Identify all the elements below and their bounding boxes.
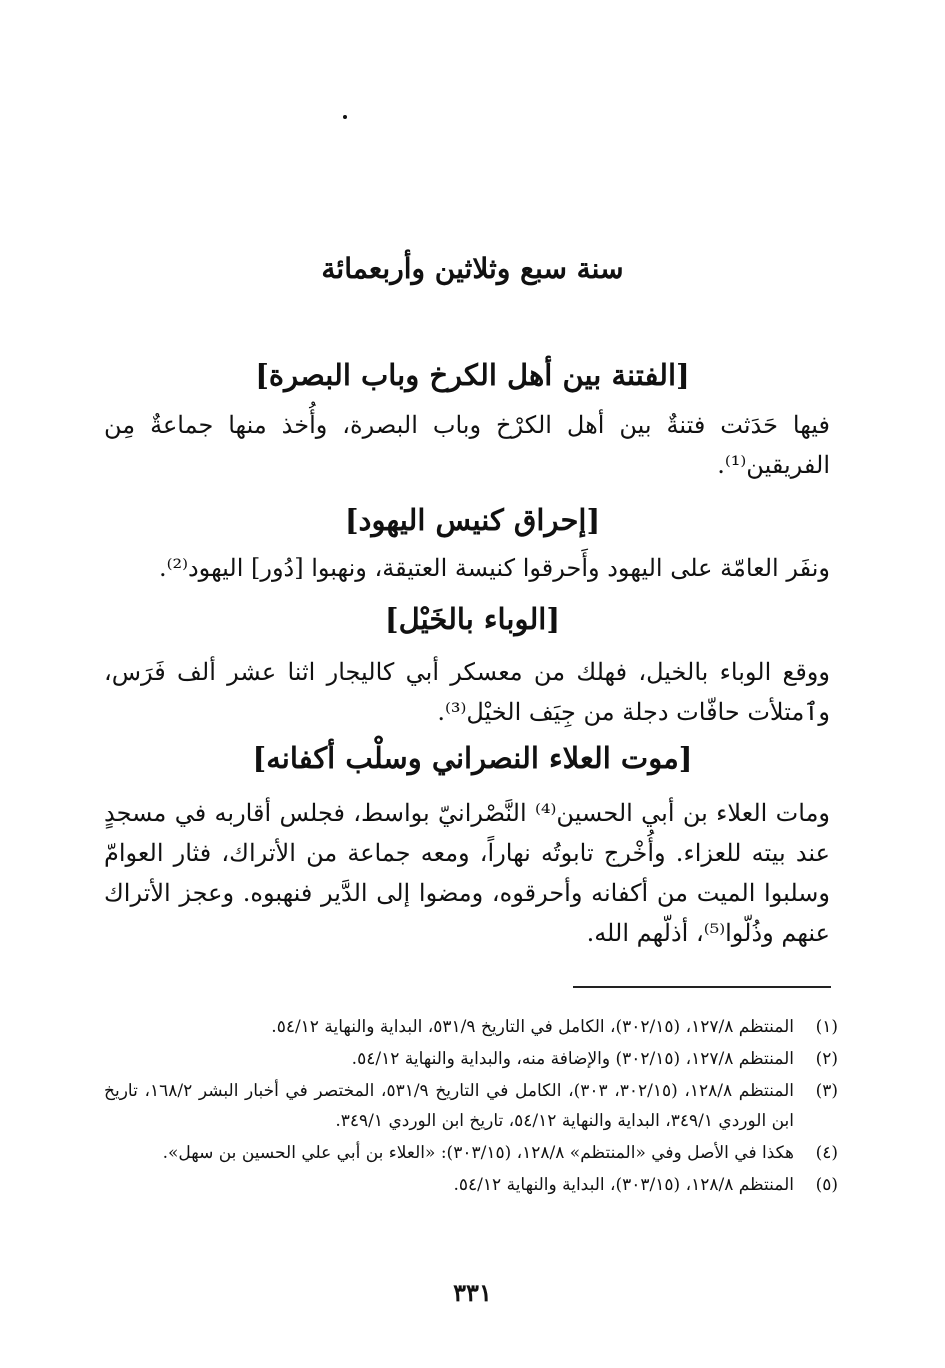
- footnote-text: المنتظم ١٢٨/٨، (٣٠٢/١٥، ٣٠٣)، الكامل في التاريخ ٥٣١/٩، المختصر في أخبار البشر ١٦٨/٢، تاريخ ابن الوردي ٣٤٩/١، البداية والنهاية ٥٤/١٢، تاريخ ابن الوردي ٣٤٩/١.: [104, 1081, 795, 1131]
- footnote-3: [104, 1076, 838, 1136]
- footnote-5: [104, 1170, 838, 1200]
- footnote-1: [104, 1012, 838, 1042]
- section-paragraph-3: ووقع الوباء بالخيل، فهلك من معسكر أبي كاليجار اثنا عشر ألف فَرَس، وٱمتلأت حافّات دجلة من جِيَف الخيْل⁽³⁾.: [104, 658, 830, 726]
- footnote-text: هكذا في الأصل وفي «المنتظم» ١٢٨/٨، (٣٠٣/١٥): «العلاء بن أبي علي الحسين بن سهل».: [162, 1143, 794, 1163]
- section-paragraph-4: ومات العلاء بن أبي الحسين⁽⁴⁾ النَّصْرانيّ بواسط، فجلس أقاربه في مسجدٍ عند بيته للعزاء. وأُخْرج تابوتُه نهاراً، ومعه جماعة من الأتراك، فثار العوامّ وسلبوا الميت من أكفانه وأحرقوه، ومضوا إلى الدَّير فنهبوه. وعجز الأتراك عنهم وذُلّوا⁽⁵⁾، أذلّهم الله.: [104, 799, 831, 947]
- section-paragraph-2: ونفَر العامّة على اليهود وأَحرقوا كنيسة العتيقة، ونهبوا [دُور] اليهود⁽²⁾.: [158, 554, 830, 582]
- section-heading-3: [الوباء بالخَيْل]: [384, 602, 561, 636]
- footnote-2: [104, 1044, 838, 1074]
- section-paragraph-1: فيها حَدَثت فتنةٌ بين أهل الكرْخ وباب البصرة، وأُخذ منها جماعةٌ مِن الفريقين⁽¹⁾.: [104, 411, 830, 479]
- footnote-text: المنتظم ١٢٧/٨، (٣٠٢/١٥) والإضافة منه، والبداية والنهاية ٥٤/١٢.: [351, 1049, 794, 1069]
- footnote-4: [104, 1138, 838, 1168]
- footnote-number: (٤): [815, 1143, 838, 1163]
- year-title: سنة سبع وثلاثين وأربعمائة: [321, 252, 624, 285]
- section-heading-2: [إحراق كنيس اليهود]: [344, 503, 601, 537]
- page-number: ٣٣١: [453, 1278, 492, 1307]
- section-heading-4: [موت العلاء النصراني وسلْب أكفانه]: [252, 741, 693, 775]
- footnote-text: المنتظم ١٢٨/٨، (٣٠٣/١٥)، البداية والنهاية ٥٤/١٢.: [453, 1175, 794, 1195]
- footnote-number: (١): [815, 1017, 838, 1037]
- section-heading-1: [الفتنة بين أهل الكرخ وباب البصرة]: [255, 358, 690, 392]
- footnote-separator: [573, 986, 831, 988]
- footnotes: [104, 1012, 838, 1202]
- ink-dot: [343, 115, 347, 119]
- footnote-number: (٣): [815, 1081, 838, 1101]
- footnote-text: المنتظم ١٢٧/٨، (٣٠٢/١٥)، الكامل في التاريخ ٥٣١/٩، البداية والنهاية ٥٤/١٢.: [271, 1017, 794, 1037]
- footnote-number: (٥): [815, 1175, 838, 1195]
- footnote-number: (٢): [815, 1049, 838, 1069]
